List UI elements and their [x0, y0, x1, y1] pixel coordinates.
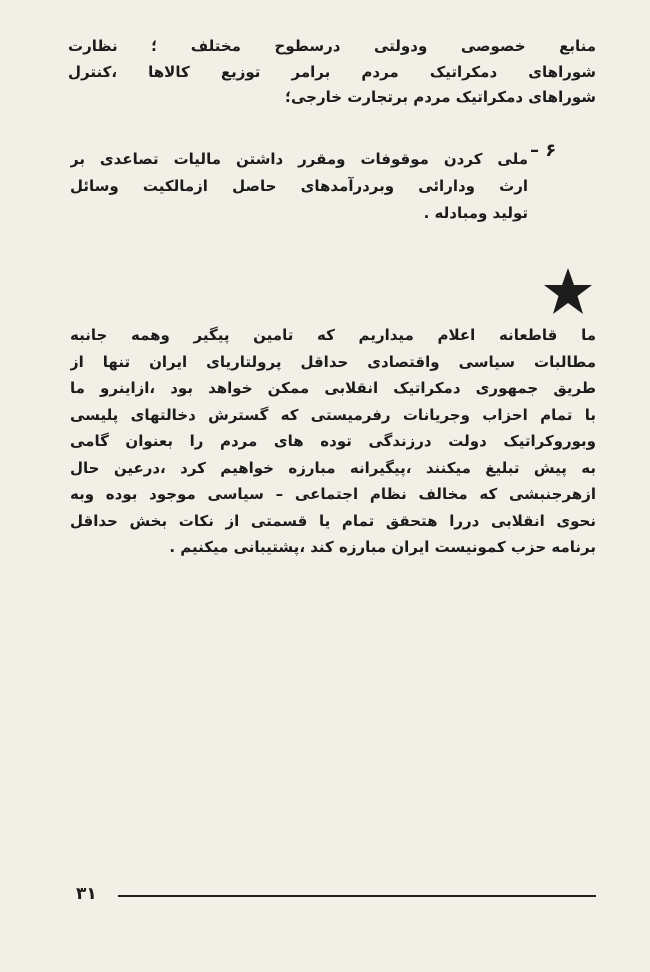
text-line: منابع خصوصی ودولتی درسطوح مختلف ؛ نظارت — [68, 37, 596, 55]
continuation-paragraph — [68, 34, 596, 111]
text-line: ملی کردن موقوفات ومقرر داشتن مالیات تصاعدی بر — [70, 150, 528, 168]
text-line: شوراهای دمکراتیک مردم برامر توزیع کالاها ،کنترل — [68, 62, 596, 81]
star-icon — [543, 266, 593, 316]
text-line: طریق جمهوری دمکراتیک انقلابی ممکن خواهد بود ،ازاینرو ما — [70, 379, 596, 397]
text-line: به پیش تبلیغ میکنند ،پیگیرانه مبارزه خواهیم کرد ،درعین حال — [70, 458, 596, 477]
text-line: نحوی انقلابی دررا هتحقق تمام یا قسمتی از نکات بخش حداقل — [70, 511, 596, 530]
text-line: برنامه حزب کمونیست ایران مبارزه کند ،پشتیبانی میکنیم . — [169, 538, 596, 556]
page-number: ۳۱ — [76, 884, 97, 904]
list-item-6 — [70, 146, 528, 227]
text-line: ارث ودارائی وبردرآمدهای حاصل ازمالکیت وسائل — [70, 177, 528, 195]
text-line: مطالبات سیاسی واقتصادی حداقل پرولتاریای ایران تنها از — [70, 352, 596, 371]
text-line: وبوروکراتیک دولت درزندگی توده های مردم را بعنوان گامی — [70, 432, 596, 450]
text-line: تولید ومبادله . — [423, 204, 528, 222]
list-item-number: ۶ – — [530, 140, 557, 161]
text-line: ما قاطعانه اعلام میداریم که تامین پیگیر وهمه جانبه — [70, 326, 596, 344]
closing-paragraph — [70, 322, 596, 561]
text-line: شوراهای دمکراتیک مردم برتجارت خارجی؛ — [284, 88, 596, 106]
text-line: با تمام احزاب وجریانات رفرمیستی که گسترش دخالتهای پلیسی — [70, 405, 596, 424]
footer-rule — [118, 895, 596, 897]
text-line: ازهرجنبشی که مخالف نظام اجتماعی – سیاسی موجود بوده وبه — [70, 485, 596, 503]
